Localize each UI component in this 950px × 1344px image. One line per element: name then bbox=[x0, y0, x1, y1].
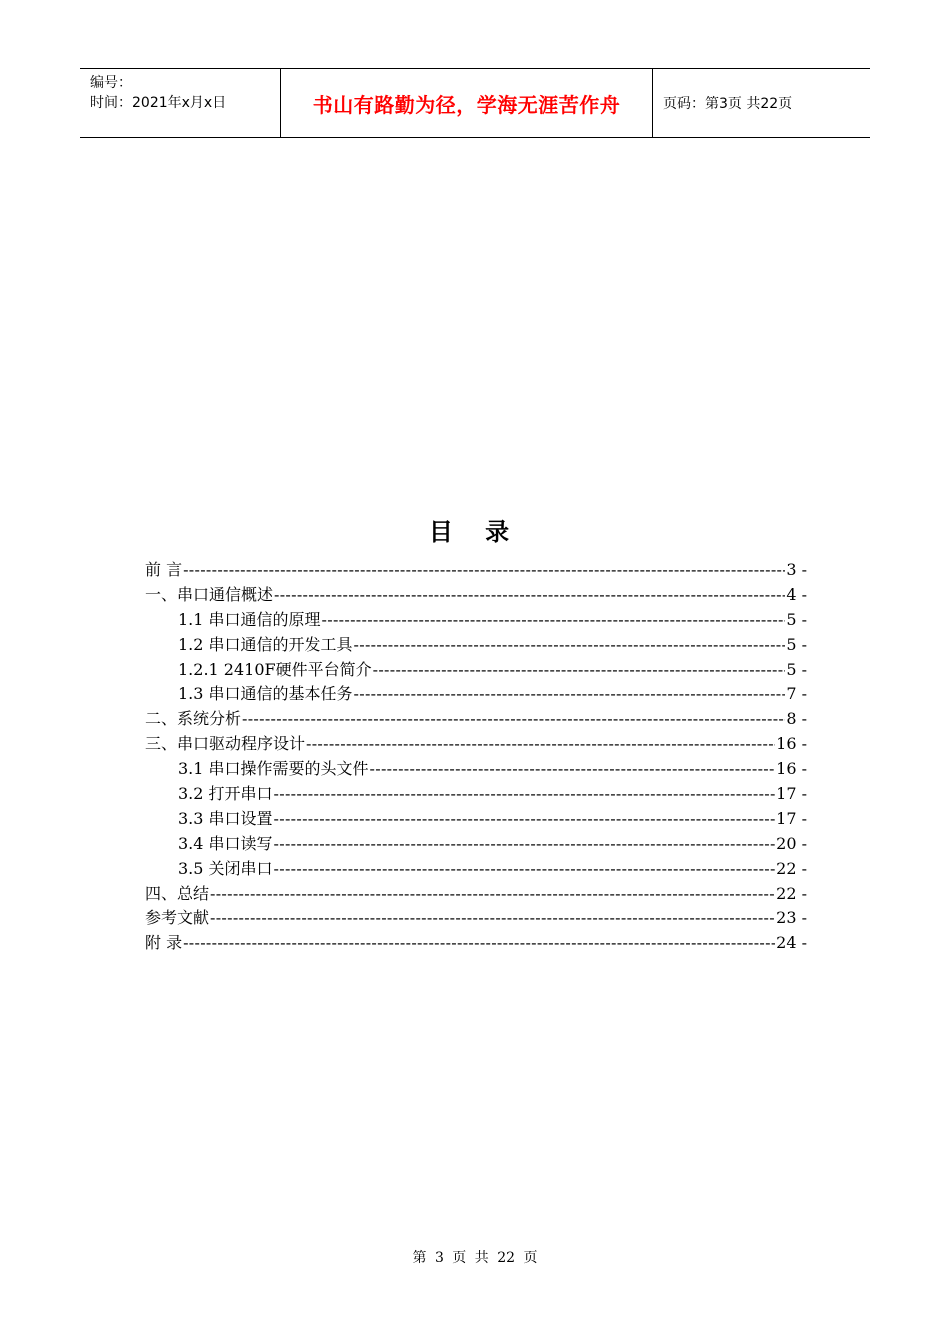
motto-text: 书山有路勤为径，学海无涯苦作舟 bbox=[312, 92, 621, 117]
toc-leader bbox=[183, 560, 785, 579]
toc-leader bbox=[274, 784, 776, 803]
header-page-code bbox=[653, 69, 870, 137]
toc-entry-label: 参考文献 bbox=[145, 908, 210, 928]
toc-entry-page: 5 - bbox=[786, 609, 807, 629]
toc-entry-label: 1.2.1 2410F硬件平台简介 bbox=[178, 659, 372, 679]
toc-entry-label: 附 录 bbox=[145, 933, 183, 953]
table-of-contents bbox=[145, 557, 807, 955]
page-footer: 第 3 页 共 22 页 bbox=[412, 1250, 538, 1266]
toc-entry[interactable] bbox=[145, 806, 807, 831]
toc-entry[interactable] bbox=[145, 881, 807, 906]
toc-entry[interactable] bbox=[145, 756, 807, 781]
toc-entry-label: 3.4 串口读写 bbox=[178, 833, 273, 853]
toc-entry[interactable] bbox=[145, 731, 807, 756]
toc-entry-label: 3.3 串口设置 bbox=[178, 808, 273, 828]
toc-title: 目 录 bbox=[428, 518, 522, 546]
toc-entry-label: 三、串口驱动程序设计 bbox=[145, 734, 306, 754]
toc-entry-page: 8 - bbox=[786, 709, 807, 729]
toc-entry-page: 22 - bbox=[776, 883, 807, 903]
toc-leader bbox=[354, 635, 786, 654]
toc-entry-label: 1.1 串口通信的原理 bbox=[178, 609, 321, 629]
toc-entry-page: 20 - bbox=[776, 833, 807, 853]
toc-entry[interactable] bbox=[145, 557, 807, 582]
toc-entry[interactable] bbox=[145, 632, 807, 657]
toc-entry[interactable] bbox=[145, 905, 807, 930]
toc-entry-label: 二、系统分析 bbox=[145, 709, 242, 729]
toc-leader bbox=[210, 908, 775, 927]
toc-entry[interactable] bbox=[145, 582, 807, 607]
toc-leader bbox=[274, 834, 776, 853]
toc-entry-page: 16 - bbox=[776, 759, 807, 779]
toc-entry-page: 17 - bbox=[776, 784, 807, 804]
toc-entry-label: 3.2 打开串口 bbox=[178, 784, 273, 804]
toc-leader bbox=[274, 585, 785, 604]
toc-entry-page: 4 - bbox=[786, 584, 807, 604]
header-meta bbox=[80, 69, 281, 137]
toc-leader bbox=[242, 709, 785, 728]
toc-entry-label: 前 言 bbox=[145, 560, 183, 579]
toc-entry-label: 一、串口通信概述 bbox=[145, 584, 274, 604]
toc-entry-label: 3.5 关闭串口 bbox=[178, 858, 273, 878]
toc-entry-page: 22 - bbox=[776, 858, 807, 878]
document-time: 时间：2021年x月x日 bbox=[90, 95, 227, 111]
toc-leader bbox=[370, 759, 776, 778]
toc-leader bbox=[354, 684, 786, 703]
toc-entry-page: 23 - bbox=[776, 908, 807, 928]
toc-leader bbox=[306, 734, 775, 753]
toc-leader bbox=[274, 859, 776, 878]
toc-leader bbox=[373, 660, 786, 679]
toc-entry-page: 5 - bbox=[786, 659, 807, 679]
toc-entry-label: 1.2 串口通信的开发工具 bbox=[178, 634, 353, 654]
toc-entry[interactable] bbox=[145, 930, 807, 955]
toc-entry-page: 16 - bbox=[776, 734, 807, 754]
header-motto bbox=[281, 69, 653, 137]
page-code-text: 页码：第3页 共22页 bbox=[663, 96, 793, 112]
toc-entry-label: 四、总结 bbox=[145, 883, 210, 903]
toc-leader bbox=[183, 933, 775, 952]
toc-entry[interactable] bbox=[145, 831, 807, 856]
toc-entry[interactable] bbox=[145, 781, 807, 806]
toc-entry[interactable] bbox=[145, 706, 807, 731]
toc-entry-label: 3.1 串口操作需要的头文件 bbox=[178, 759, 369, 779]
document-number-label: 编号： bbox=[90, 75, 132, 91]
toc-entry-label: 1.3 串口通信的基本任务 bbox=[178, 684, 353, 704]
toc-entry-page: 24 - bbox=[776, 933, 807, 953]
page-header bbox=[80, 68, 870, 138]
toc-leader bbox=[274, 809, 776, 828]
toc-entry-page: 5 - bbox=[786, 634, 807, 654]
toc-entry[interactable] bbox=[145, 657, 807, 682]
toc-entry-page: 17 - bbox=[776, 808, 807, 828]
toc-leader bbox=[210, 884, 775, 903]
toc-entry-page: 3 - bbox=[786, 560, 807, 579]
toc-entry[interactable] bbox=[145, 856, 807, 881]
toc-leader bbox=[322, 610, 786, 629]
toc-entry-page: 7 - bbox=[786, 684, 807, 704]
toc-entry[interactable] bbox=[145, 607, 807, 632]
toc-entry[interactable] bbox=[145, 681, 807, 706]
